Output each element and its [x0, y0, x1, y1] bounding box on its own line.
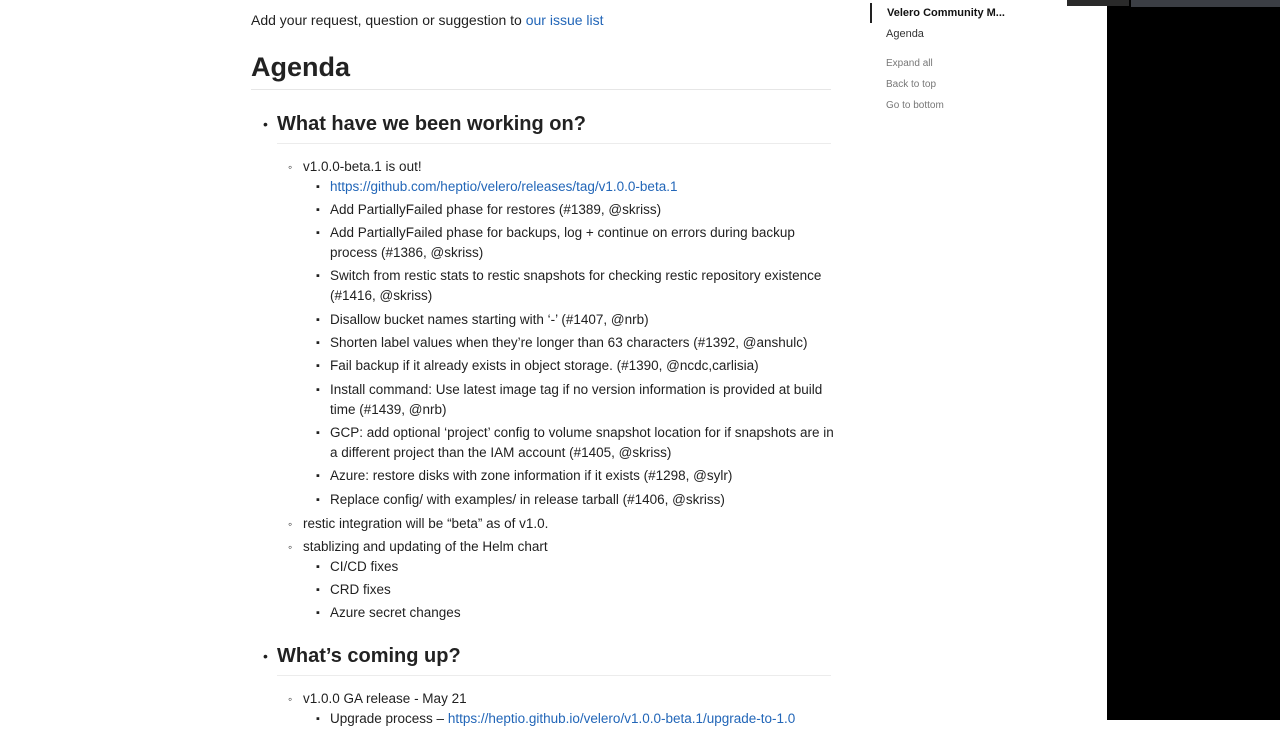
expand-all-link[interactable]: Expand all: [886, 58, 933, 69]
video-side-panel: [1107, 0, 1280, 720]
section-heading-coming-up: What’s coming up?: [277, 643, 831, 676]
list-subitem: ▪ Add PartiallyFailed phase for restores (#1389, @skriss): [330, 200, 835, 220]
list-item-helm: ◦ stablizing and updating of the Helm chart: [303, 538, 548, 556]
list-subitem: ▪ Disallow bucket names starting with ‘-’ (#1407, @nrb): [330, 310, 835, 330]
list-item-release: ◦ v1.0.0-beta.1 is out!: [303, 158, 422, 176]
intro-line: [251, 11, 604, 29]
toc-item-agenda[interactable]: Agenda: [886, 28, 924, 40]
upgrade-link[interactable]: https://heptio.github.io/velero/v1.0.0-beta.1/upgrade-to-1.0: [447, 711, 796, 726]
list-subitem-release-link: [330, 177, 835, 197]
list-item-ga-release: ◦ v1.0.0 GA release - May 21: [303, 690, 467, 708]
release-link[interactable]: https://github.com/heptio/velero/releases/tag/v1.0.0-beta.1: [330, 179, 678, 194]
list-subitem: ▪ Azure: restore disks with zone information if it exists (#1298, @sylr): [330, 466, 835, 486]
list-item-restic: ◦ restic integration will be “beta” as of v1.0.: [303, 515, 548, 533]
list-subitem: ▪ Replace config/ with examples/ in release tarball (#1406, @skriss): [330, 490, 835, 510]
upgrade-text: Upgrade process –: [330, 711, 448, 726]
section-heading-working-on: What have we been working on?: [277, 111, 831, 144]
intro-text: Add your request, question or suggestion to: [251, 12, 526, 28]
list-subitem: ▪ CI/CD fixes: [330, 557, 835, 577]
list-subitem-upgrade: [330, 709, 835, 729]
section-bullet: •: [263, 648, 268, 664]
video-thumbnail: [1067, 0, 1129, 6]
toc-title[interactable]: Velero Community M...: [870, 3, 1005, 23]
list-subitem: ▪ Azure secret changes: [330, 603, 835, 623]
list-subitem: ▪ GCP: add optional ‘project’ config to volume snapshot location for if snapshots are in a different project than the IAM account (#1405, @skriss): [330, 423, 835, 463]
list-subitem: ▪ Install command: Use latest image tag if no version information is provided at build time (#1439, @nrb): [330, 380, 835, 420]
list-subitem: ▪ Shorten label values when they’re longer than 63 characters (#1392, @anshulc): [330, 333, 835, 353]
list-subitem: ▪ CRD fixes: [330, 580, 835, 600]
agenda-heading: Agenda: [251, 50, 831, 90]
go-to-bottom-link[interactable]: Go to bottom: [886, 100, 944, 111]
list-subitem: ▪ Add PartiallyFailed phase for backups, log + continue on errors during backup process (#1386, @skriss): [330, 223, 835, 263]
video-thumbnail: [1131, 0, 1280, 7]
list-subitem: ▪ Switch from restic stats to restic snapshots for checking restic repository existence (#1416, @skriss): [330, 266, 835, 306]
section-bullet: •: [263, 116, 268, 132]
issue-list-link[interactable]: our issue list: [525, 12, 604, 28]
back-to-top-link[interactable]: Back to top: [886, 79, 937, 90]
list-subitem: ▪ Fail backup if it already exists in object storage. (#1390, @ncdc,carlisia): [330, 356, 835, 376]
